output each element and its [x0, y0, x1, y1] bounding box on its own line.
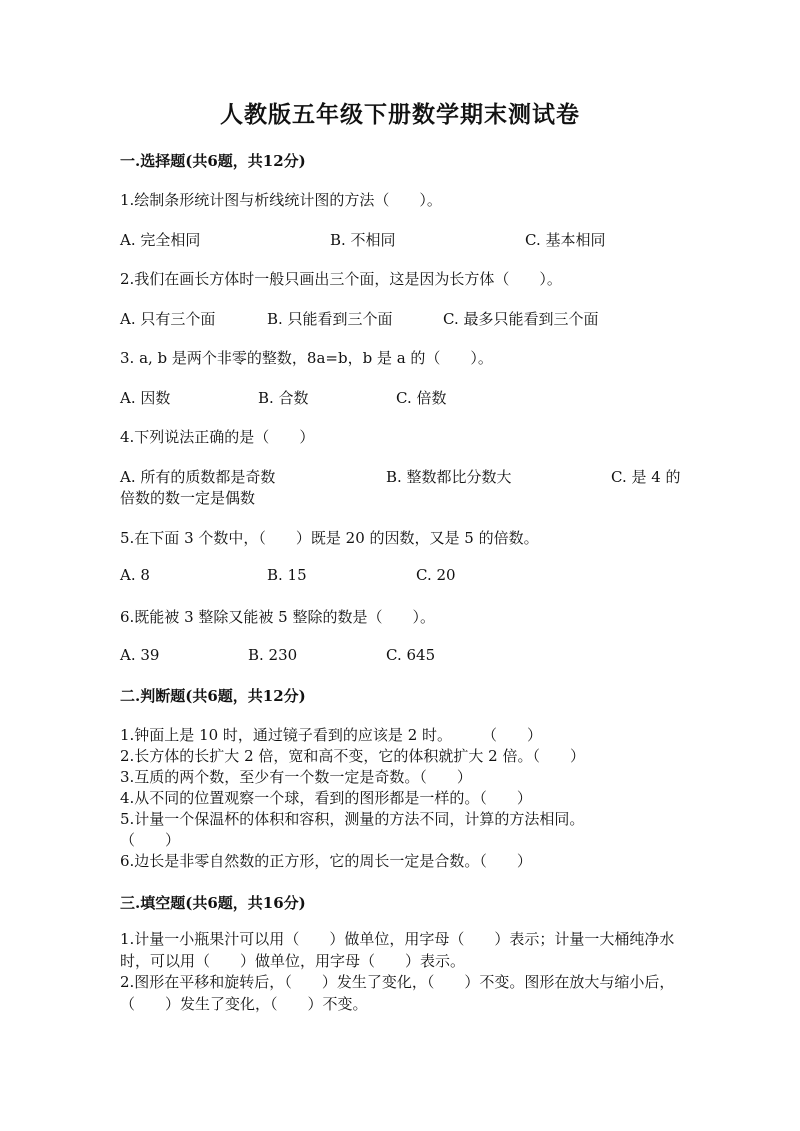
option-b: B. 整数都比分数大 [386, 468, 512, 486]
fill-blank-item-2: 2.图形在平移和旋转后，（ ）发生了变化，（ ）不变。图形在放大与缩小后，（ ）发生了变化，（ ）不变。 [120, 973, 675, 1013]
section-heading-choice: 一.选择题(共6题，共12分) [120, 152, 306, 170]
option-b: B. 15 [267, 566, 307, 584]
option-a: A. 只有三个面 [120, 310, 216, 328]
question-3: 3. a, b 是两个非零的整数，8a=b，b 是 a 的（ ）。 [120, 349, 493, 367]
option-b: B. 230 [248, 646, 298, 664]
judgement-item-5-answer: （ ） [120, 831, 181, 849]
option-c: C. 20 [416, 566, 456, 584]
option-c: C. 最多只能看到三个面 [443, 310, 599, 328]
judgement-item-5: 5.计量一个保温杯的体积和容积，测量的方法不同，计算的方法相同。 [120, 810, 585, 828]
option-a: A. 39 [120, 646, 160, 664]
question-2: 2.我们在画长方体时一般只画出三个面，这是因为长方体（ ）。 [120, 270, 562, 288]
question-5: 5.在下面 3 个数中，（ ）既是 20 的因数，又是 5 的倍数。 [120, 529, 539, 547]
option-a: A. 8 [120, 566, 150, 584]
fill-blank-item-1: 1.计量一小瓶果汁可以用（ ）做单位，用字母（ ）表示；计量一大桶纯净水时，可以用（ ）做单位，用字母（ ）表示。 [120, 930, 675, 970]
section-heading-fill-blank: 三.填空题(共6题，共16分) [120, 894, 306, 912]
option-c: C. 基本相同 [525, 231, 606, 249]
section-heading-judgement: 二.判断题(共6题，共12分) [120, 687, 306, 705]
option-b: B. 不相同 [330, 231, 396, 249]
option-c: C. 645 [386, 646, 436, 664]
judgement-item-2: 2.长方体的长扩大 2 倍，宽和高不变，它的体积就扩大 2 倍。（ ） [120, 747, 585, 765]
option-b: B. 合数 [258, 389, 309, 407]
judgement-item-1: 1.钟面上是 10 时，通过镜子看到的应该是 2 时。 （ ） [120, 726, 543, 744]
judgement-item-6: 6.边长是非零自然数的正方形，它的周长一定是合数。（ ） [120, 852, 532, 870]
option-c-continued: 倍数的数一定是偶数 [120, 489, 256, 507]
page-title: 人教版五年级下册数学期末测试卷 [220, 101, 580, 128]
question-6: 6.既能被 3 整除又能被 5 整除的数是（ ）。 [120, 608, 435, 626]
question-1: 1.绘制条形统计图与析线统计图的方法（ ）。 [120, 191, 442, 209]
option-a: A. 完全相同 [120, 231, 201, 249]
option-c: C. 倍数 [396, 389, 447, 407]
judgement-item-4: 4.从不同的位置观察一个球，看到的图形都是一样的。（ ） [120, 789, 532, 807]
option-b: B. 只能看到三个面 [267, 310, 393, 328]
option-c: C. 是 4 的 [611, 468, 681, 486]
option-a: A. 所有的质数都是奇数 [120, 468, 276, 486]
question-4: 4.下列说法正确的是（ ） [120, 428, 315, 446]
option-a: A. 因数 [120, 389, 171, 407]
judgement-item-3: 3.互质的两个数，至少有一个数一定是奇数。（ ） [120, 768, 472, 786]
